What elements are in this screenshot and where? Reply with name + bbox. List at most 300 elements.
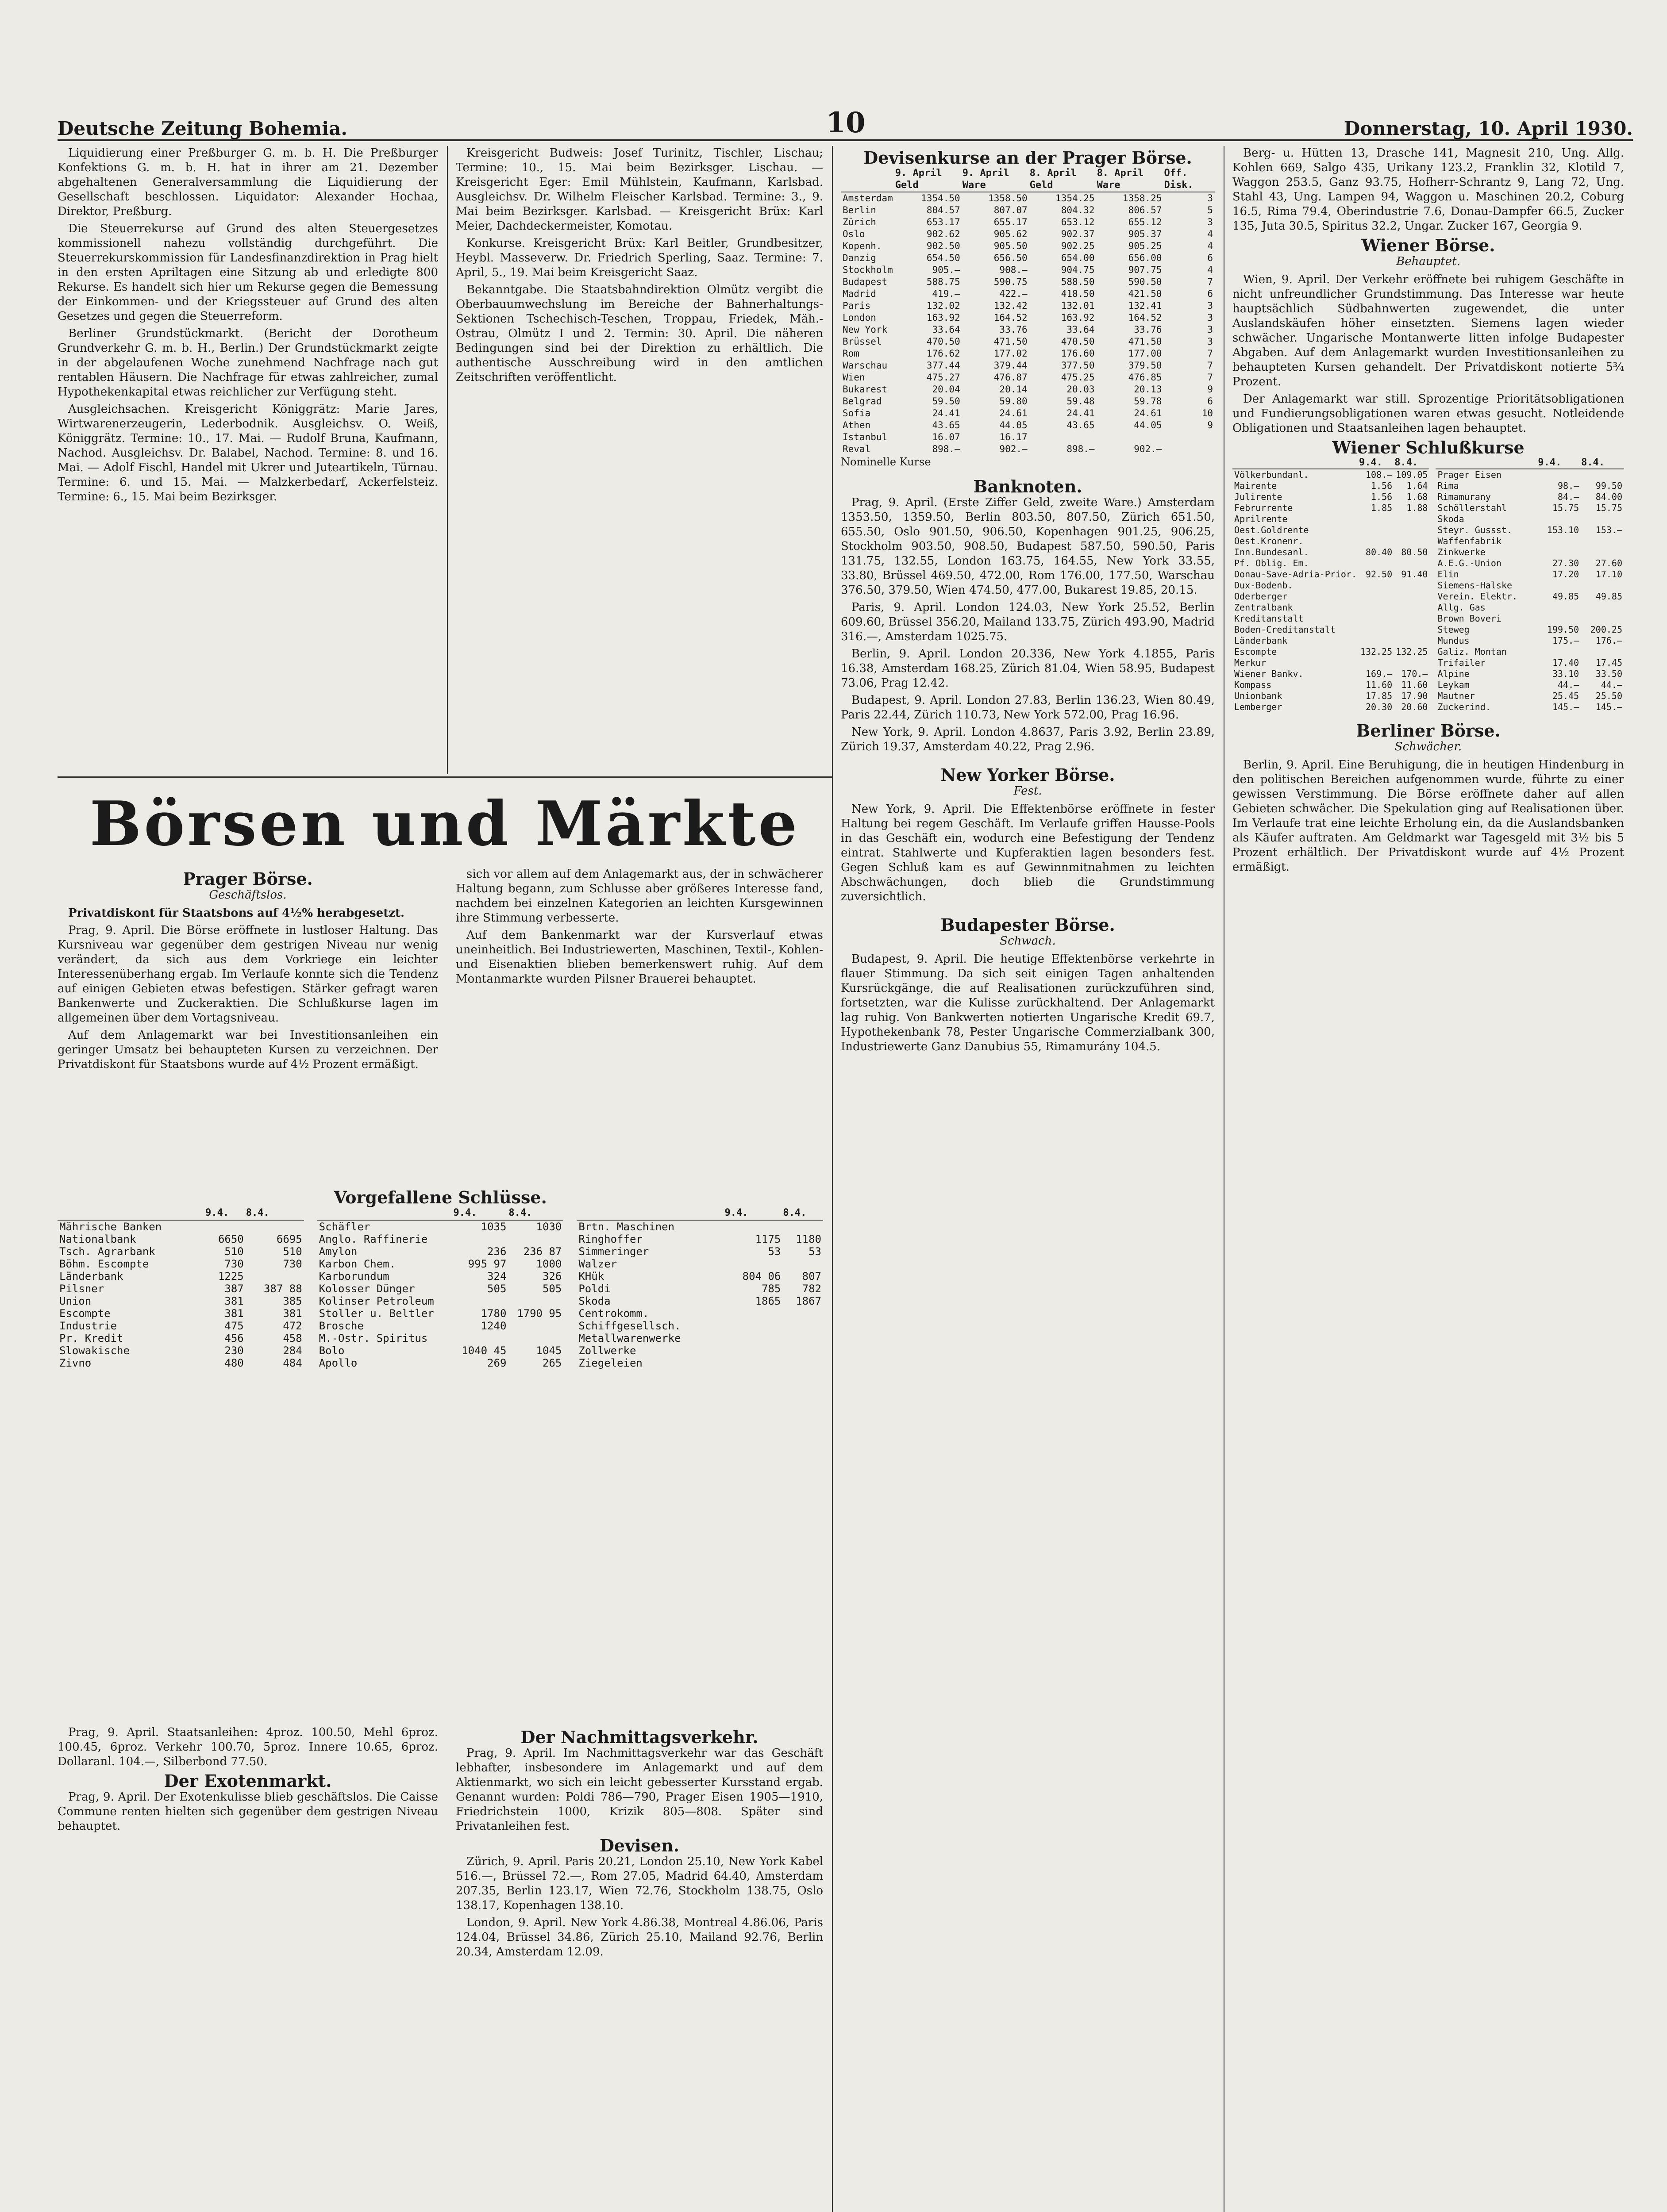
row-value: 421.50 xyxy=(1128,288,1162,299)
row-value: 505 xyxy=(542,1283,562,1295)
row-label: Pr. Kredit xyxy=(59,1332,123,1344)
row-value: 44.— xyxy=(1558,680,1579,690)
row-value xyxy=(1359,613,1394,624)
table-row xyxy=(577,1344,823,1357)
row-label: A.E.G.-Union xyxy=(1437,558,1501,568)
row-value: 905.37 xyxy=(1128,229,1162,239)
row-label: Oslo xyxy=(843,229,865,239)
table-row xyxy=(1436,624,1624,635)
row-value: 418.50 xyxy=(1061,288,1095,299)
exchange-rates-note: Nominelle Kurse xyxy=(841,456,931,468)
table-row xyxy=(1232,547,1429,558)
table-row xyxy=(577,1270,823,1283)
row-label: Donau-Save-Adria-Prior. xyxy=(1234,569,1357,580)
row-value xyxy=(1394,591,1429,602)
notice: Bekanntgabe. Die Staatsbahndirektion Olmütz vergibt die Oberbauumwechslung im Bereiche der Bahnerhaltungs-Sektionen Tschechisch-Teschen, Troppau, Friedek, Mäh.-Ostrau, Olmütz I und 2. Termin: 30. April. Die näheren Bedingungen sind bei der Direktion zu erhältlich. Die authentische Ausschreibung wird in den amtlichen Zeitschriften veröffentlicht. xyxy=(456,283,823,384)
prague-subtitle: Geschäftslos. xyxy=(209,888,287,902)
table-row xyxy=(1436,691,1624,702)
table-row xyxy=(1232,591,1429,602)
table-row xyxy=(1232,702,1429,713)
row-value xyxy=(508,1320,563,1332)
row-value: 84.— xyxy=(1558,492,1579,502)
table-row xyxy=(1232,635,1429,646)
section-title: Börsen und Märkte xyxy=(89,787,800,860)
row-value: 4 xyxy=(1207,241,1213,251)
row-value: 132.25 xyxy=(1360,646,1393,657)
row-label: Steweg xyxy=(1437,624,1470,635)
row-value: 1030 xyxy=(536,1221,562,1233)
table-row xyxy=(841,204,1215,216)
column-header xyxy=(58,1206,205,1220)
row-value: 132.02 xyxy=(926,300,960,311)
column-header: 8.4. xyxy=(246,1206,304,1220)
closing-prices-title: Vorgefallene Schlüsse. xyxy=(334,1187,547,1207)
row-value: 379.50 xyxy=(1128,360,1162,371)
table-row xyxy=(58,1270,304,1283)
column-header: 8. April Geld xyxy=(1029,167,1097,192)
row-value: 43.65 xyxy=(1066,420,1095,430)
exotic-title: Der Exotenmarkt. xyxy=(164,1771,332,1791)
row-value xyxy=(1581,646,1624,657)
row-value: 510 xyxy=(283,1245,302,1258)
row-label: Mautner xyxy=(1437,691,1475,701)
table-row xyxy=(1232,602,1429,613)
row-label: Rima xyxy=(1437,480,1459,491)
banknotes-text: Prag, 9. April. (Erste Ziffer Geld, zweite Ware.) Amsterdam 1353.50, 1359.50, Berlin 803.50, 807.50, Zürich 651.50, 655.50, Oslo 901.50, 906.50, Kopenhagen 901.25, 906.25, Stockholm 903.50, 908.50, Budapest 587.50, 590.50, Paris 131.75, 132.55, London 163.75, 164.55, New York 33.55, 33.80, Brüssel 469.50, 472.00, Rom 176.00, 177.50, Warschau 376.50, 379.50, Wien 474.50, 477.00, Bukarest 19.85, 20.15. xyxy=(841,496,1215,597)
column-header: 9.4. xyxy=(1359,457,1394,469)
row-label: Warschau xyxy=(843,360,888,371)
row-value: 905.— xyxy=(932,265,960,275)
row-label: Elin xyxy=(1437,569,1459,580)
row-value: 200.25 xyxy=(1590,624,1622,635)
row-label: Leykam xyxy=(1437,680,1470,690)
table-row xyxy=(1232,525,1429,536)
row-value xyxy=(1394,558,1429,569)
row-value: 9 xyxy=(1207,420,1213,430)
table-row xyxy=(577,1307,823,1320)
row-value: 80.40 xyxy=(1365,547,1393,557)
row-label: Zollwerke xyxy=(578,1344,636,1357)
row-label: Steyr. Gussst. xyxy=(1437,525,1513,535)
row-value: 3 xyxy=(1207,193,1213,204)
table-row xyxy=(1232,514,1429,525)
row-value: 177.02 xyxy=(993,348,1028,359)
row-value xyxy=(782,1220,823,1233)
table-row xyxy=(1436,635,1624,646)
row-value: 53 xyxy=(768,1245,781,1258)
column-header: 8.4. xyxy=(1581,457,1624,469)
table-row xyxy=(317,1332,564,1344)
column-header xyxy=(1436,457,1537,469)
row-value: 164.52 xyxy=(993,312,1028,323)
row-value: 109.05 xyxy=(1396,469,1428,480)
row-label: Zürich xyxy=(843,217,876,227)
row-value: 1354.25 xyxy=(1055,193,1095,204)
row-value: 284 xyxy=(283,1344,302,1357)
row-value: 176.— xyxy=(1595,635,1622,646)
table-header-row xyxy=(58,1206,304,1220)
row-label: New York xyxy=(843,324,888,335)
table-row xyxy=(1436,613,1624,624)
row-value: 20.14 xyxy=(999,384,1028,395)
row-value: 3 xyxy=(1207,336,1213,347)
row-value xyxy=(1537,602,1581,613)
table-header-row xyxy=(317,1206,564,1220)
table-row xyxy=(58,1307,304,1320)
row-value xyxy=(1359,580,1394,591)
row-value: 4 xyxy=(1207,229,1213,239)
notice: Liquidierung einer Preßburger G. m. b. H. Die Preßburger Konfektions G. m. b. H. hat in ihrer am 21. Dezember abgehaltenen Generalversammlung die Liquidierung der Gesellschaft beschlossen. Liquidator: Alexander Hochaa, Direktor, Preßburg. xyxy=(58,146,438,218)
row-value xyxy=(1581,580,1624,591)
row-value: 1.56 xyxy=(1371,492,1393,502)
row-value xyxy=(1359,525,1394,536)
bond-report: Prag, 9. April. Staatsanleihen: 4proz. 100.50, Mehl 6proz. 100.45, 6proz. Verkehr 100.70, 5proz. Innere 10.65, 6proz. Dollaranl. 104.—, Silberbond 77.50. xyxy=(58,1726,438,1768)
row-label: Sofia xyxy=(843,408,871,419)
row-value: 163.92 xyxy=(926,312,960,323)
row-value: 326 xyxy=(542,1270,562,1283)
table-row xyxy=(1232,536,1429,547)
row-value: 904.75 xyxy=(1061,265,1095,275)
row-value: 387 xyxy=(224,1283,244,1295)
row-value: 4 xyxy=(1207,265,1213,275)
closing-prices-table xyxy=(317,1206,564,1369)
row-label: Amylon xyxy=(319,1245,358,1258)
row-label: Brüssel xyxy=(843,336,882,347)
table-row xyxy=(1436,602,1624,613)
row-value: 33.50 xyxy=(1595,668,1622,679)
row-value: 456 xyxy=(224,1332,244,1344)
table-row xyxy=(841,240,1215,252)
row-value: 379.44 xyxy=(993,360,1028,371)
row-value xyxy=(1359,602,1394,613)
row-value: 458 xyxy=(283,1332,302,1344)
table-row xyxy=(317,1220,564,1233)
row-value xyxy=(1394,602,1429,613)
row-value: 656.00 xyxy=(1128,253,1162,263)
row-value: 1225 xyxy=(218,1270,244,1283)
row-value: 1035 xyxy=(481,1221,507,1233)
row-value: 11.60 xyxy=(1401,680,1428,690)
row-label: London xyxy=(843,312,876,323)
row-value: 27.60 xyxy=(1595,558,1622,568)
row-value xyxy=(724,1220,782,1233)
row-value xyxy=(1394,624,1429,635)
row-value: 49.85 xyxy=(1552,591,1579,602)
row-label: Trifailer xyxy=(1437,657,1486,668)
table-row xyxy=(58,1295,304,1307)
table-row xyxy=(1436,558,1624,569)
row-value: 905.25 xyxy=(1128,241,1162,251)
table-row xyxy=(58,1245,304,1258)
row-value xyxy=(724,1357,782,1369)
row-value: 1.56 xyxy=(1371,480,1393,491)
row-value: 471.50 xyxy=(993,336,1028,347)
closing-prices-tables xyxy=(58,1206,823,1369)
table-row xyxy=(841,276,1215,288)
row-value xyxy=(1537,547,1581,558)
row-label: Kolinser Petroleum xyxy=(319,1295,434,1307)
row-value xyxy=(1581,536,1624,547)
vienna-title: Wiener Börse. xyxy=(1361,235,1495,255)
exchange-rates-title: Devisenkurse an der Prager Börse. xyxy=(863,148,1192,168)
row-value xyxy=(1359,514,1394,525)
row-value: 480 xyxy=(224,1357,244,1369)
row-value: 804.32 xyxy=(1061,205,1095,215)
row-value: 475 xyxy=(224,1320,244,1332)
row-value: 381 xyxy=(283,1307,302,1320)
row-value: 898.— xyxy=(932,444,960,454)
table-row xyxy=(841,252,1215,264)
table-row xyxy=(1232,668,1429,680)
table-row xyxy=(1436,668,1624,680)
row-value xyxy=(1394,536,1429,547)
row-value: 475.27 xyxy=(926,372,960,383)
row-label: Rom xyxy=(843,348,859,359)
table-row xyxy=(1436,547,1624,558)
row-value xyxy=(508,1233,563,1245)
row-value: 730 xyxy=(224,1258,244,1270)
column-rule xyxy=(832,146,833,2212)
table-row xyxy=(841,443,1215,455)
row-value: 153.— xyxy=(1595,525,1622,535)
row-value: 476.87 xyxy=(993,372,1028,383)
row-value: 6 xyxy=(1207,288,1213,299)
row-value xyxy=(453,1295,508,1307)
table-row xyxy=(841,360,1215,372)
row-value: 7 xyxy=(1207,276,1213,287)
row-label: Skoda xyxy=(1437,514,1464,524)
table-row xyxy=(1436,480,1624,492)
budapest-continued: Berg- u. Hütten 13, Drasche 141, Magnesit 210, Ung. Allg. Kohlen 669, Salgo 435, Urikany 123.2, Franklin 32, Klotild 7, Waggon 253.5, Ganz 93.75, Hofherr-Schrantz 9, Lang 72, Ung. Stahl 43, Ung. Lampen 94, Waggon u. Maschinen 20.2, Coburg 16.5, Rima 79.4, Oberindustrie 7.6, Donau-Dampfer 66.5, Zucker 135, Juta 30.5, Spiritus 32.2, Ungar. Zucker 167, Georgia 9. xyxy=(1232,146,1624,233)
currency-report: Berlin, 9. April. London 20.336, New York 4.1855, Paris 16.38, Amsterdam 168.25, Zürich 81.04, Wien 58.95, Budapest 73.06, Prag 12.42. xyxy=(841,647,1215,690)
row-value: 1.85 xyxy=(1371,503,1393,513)
row-value: 20.03 xyxy=(1066,384,1095,395)
row-value xyxy=(782,1332,823,1344)
table-row xyxy=(841,431,1215,443)
row-value: 782 xyxy=(802,1283,822,1295)
row-label: Amsterdam xyxy=(843,193,893,204)
row-label: Oderberger xyxy=(1234,591,1288,602)
prague-lead: Privatdiskont für Staatsbons auf 4½% herabgesetzt. xyxy=(68,906,405,920)
row-value xyxy=(508,1332,563,1344)
row-value: 3 xyxy=(1207,312,1213,323)
row-value xyxy=(1581,547,1624,558)
row-value: 236 xyxy=(487,1245,507,1258)
table-row xyxy=(58,1258,304,1270)
row-label: Siemens-Halske xyxy=(1437,580,1513,591)
column-header: 8.4. xyxy=(1394,457,1429,469)
row-label: Bukarest xyxy=(843,384,888,395)
row-value: 1.88 xyxy=(1406,503,1428,513)
row-value xyxy=(1359,624,1394,635)
row-value: 804.57 xyxy=(926,205,960,215)
vienna-text: Wien, 9. April. Der Verkehr eröffnete bei ruhigem Geschäfte in nicht unfreundlicher Grundstimmung. Das Interesse war heute hauptsächlich Südbahnwerten zugewendet, die unter Auslandskäufen höher einsetzten. Siemens lagen wieder schwächer. Ungarische Montanwerte litten infolge Budapester Abgaben. Auf dem Anlagemarkt wurden Investitionsanleihen zu behaupteten Kursen gehandelt. Der Privatdiskont notierte 5¾ Prozent. xyxy=(1232,273,1624,388)
table-row xyxy=(1436,514,1624,525)
row-label: KHük xyxy=(578,1270,604,1283)
row-value: 24.41 xyxy=(932,408,960,419)
row-value: 132.41 xyxy=(1128,300,1162,311)
table-row xyxy=(1436,680,1624,691)
row-value xyxy=(1537,613,1581,624)
row-label: Belgrad xyxy=(843,396,882,407)
column-header: 8.4. xyxy=(508,1206,563,1220)
row-label: Oest.Kronenr. xyxy=(1234,536,1304,546)
row-value: 1865 xyxy=(755,1295,781,1307)
row-value: 1240 xyxy=(481,1320,507,1332)
row-value: 785 xyxy=(762,1283,781,1295)
row-value: 510 xyxy=(224,1245,244,1258)
table-row xyxy=(317,1233,564,1245)
table-row xyxy=(317,1344,564,1357)
row-value xyxy=(453,1332,508,1344)
row-value: 230 xyxy=(224,1344,244,1357)
row-value: 656.50 xyxy=(993,253,1028,263)
table-row xyxy=(841,372,1215,384)
row-value: 907.75 xyxy=(1128,265,1162,275)
column-header xyxy=(317,1206,453,1220)
row-value: 6695 xyxy=(276,1233,302,1245)
row-value: 53 xyxy=(808,1245,822,1258)
row-value: 588.50 xyxy=(1061,276,1095,287)
table-row xyxy=(1232,624,1429,635)
row-value: 730 xyxy=(283,1258,302,1270)
row-value: 807 xyxy=(802,1270,822,1283)
row-value: 422.— xyxy=(999,288,1028,299)
column-rule xyxy=(447,146,448,774)
row-value: 1358.50 xyxy=(988,193,1028,204)
table-row xyxy=(1436,580,1624,591)
row-label: Bolo xyxy=(319,1344,345,1357)
row-label: Centrokomm. xyxy=(578,1307,649,1320)
row-label: Karbon Chem. xyxy=(319,1258,396,1270)
row-value: 25.50 xyxy=(1595,691,1622,701)
table-row xyxy=(841,324,1215,336)
table-row xyxy=(1232,503,1429,514)
table-row xyxy=(1232,680,1429,691)
row-value: 470.50 xyxy=(926,336,960,347)
row-value xyxy=(724,1258,782,1270)
row-value xyxy=(1394,514,1429,525)
table-row xyxy=(58,1332,304,1344)
row-value: 377.44 xyxy=(926,360,960,371)
row-value: 17.10 xyxy=(1595,569,1622,580)
row-label: Alpine xyxy=(1437,668,1470,679)
row-label: Mairente xyxy=(1234,480,1277,491)
closing-prices-table xyxy=(58,1206,304,1369)
row-value: 590.50 xyxy=(1128,276,1162,287)
table-row xyxy=(577,1220,823,1233)
row-value: 49.85 xyxy=(1595,591,1622,602)
row-label: Reval xyxy=(843,444,871,454)
row-value: 1045 xyxy=(536,1344,562,1357)
exotic-report: Prag, 9. April. Der Exotenkulisse blieb geschäftslos. Die Caisse Commune renten hielten sich gegenüber dem gestrigen Niveau behauptet. xyxy=(58,1790,438,1833)
row-value: 84.00 xyxy=(1595,492,1622,502)
row-label: Galiz. Montan xyxy=(1437,646,1507,657)
row-value: 17.20 xyxy=(1552,569,1579,580)
budapest-text: Budapest, 9. April. Die heutige Effektenbörse verkehrte in flauer Stimmung. Da sich seit einigen Tagen anhaltenden Kursrückgänge, die auf Realisationen zurückzuführen sind, fortsetzten, war die Kulisse zurückhaltend. Der Anlagemarkt lag ruhig. Von Bankwerten notierten Ungarische Kredit 69.7, Hypothekenbank 78, Pester Ungarische Commerzialbank 300, Industriewerte Ganz Danubius 55, Rimamurány 104.5. xyxy=(841,952,1215,1053)
row-label: Brtn. Maschinen xyxy=(578,1221,675,1233)
row-value: 176.60 xyxy=(1061,348,1095,359)
afternoon-title: Der Nachmittagsverkehr. xyxy=(520,1727,758,1747)
row-value: 653.17 xyxy=(926,217,960,227)
row-value xyxy=(1537,580,1581,591)
row-value: 908.— xyxy=(999,265,1028,275)
table-row xyxy=(1232,657,1429,668)
row-value xyxy=(1359,558,1394,569)
row-value: 44.05 xyxy=(1134,420,1162,430)
table-row xyxy=(577,1233,823,1245)
row-value: 472 xyxy=(283,1320,302,1332)
row-value xyxy=(1359,536,1394,547)
exchange-rates-column xyxy=(841,146,1215,1057)
notice: Die Steuerrekurse auf Grund des alten Steuergesetzes kommissionell nahezu vollständig durchgeführt. Die Steuerrekurskommission für Landesfinanzdirektion in Prag hielt in den ersten Apriltagen eine Sitzung ab und erledigte 800 Rekurse. Es handelt sich hier um Rekurse gegen die Bemessung der Einkommen- und der Kriegssteuer auf Grund des alten Gesetzes und gegen die Steuerreform. xyxy=(58,222,438,323)
row-value: 33.76 xyxy=(999,324,1028,335)
row-value: 7 xyxy=(1207,372,1213,383)
table-row xyxy=(58,1220,304,1233)
row-value: 377.50 xyxy=(1061,360,1095,371)
row-value: 1040 45 xyxy=(462,1344,507,1357)
row-value xyxy=(246,1220,304,1233)
row-value: 17.90 xyxy=(1401,691,1428,701)
row-label: Skoda xyxy=(578,1295,611,1307)
vienna-closing-table xyxy=(1232,457,1429,713)
column-header xyxy=(1232,457,1359,469)
table-header-row xyxy=(1436,457,1624,469)
row-label: Ziegeleien xyxy=(578,1357,643,1369)
row-value: 387 88 xyxy=(263,1283,302,1295)
table-row xyxy=(1232,691,1429,702)
row-value: 33.10 xyxy=(1552,668,1579,679)
row-label: Budapest xyxy=(843,276,888,287)
row-label: Boden-Creditanstalt xyxy=(1234,624,1336,635)
table-row xyxy=(1436,536,1624,547)
newyork-text: New York, 9. April. Die Effektenbörse eröffnete in fester Haltung bei regem Geschäft. Im Verlaufe griffen Hausse-Pools in das Geschäft ein, wodurch eine Befestigung der Tendenz eintrat. Stahlwerte und Kupferaktien lagen besonders fest. Gegen Schluß kam es auf Gewinnmitnahmen zu leichten Abschwächungen, doch blieb die Grundstimmung zuversichtlich. xyxy=(841,803,1215,903)
row-value: 132.25 xyxy=(1396,646,1428,657)
column-header: 8.4. xyxy=(782,1206,823,1220)
table-row xyxy=(58,1344,304,1357)
row-value: 902.— xyxy=(1134,444,1162,454)
column-header: 9.4. xyxy=(724,1206,782,1220)
row-value: 902.37 xyxy=(1061,229,1095,239)
row-value: 654.50 xyxy=(926,253,960,263)
table-row xyxy=(58,1233,304,1245)
table-row xyxy=(1232,646,1429,657)
row-label: Poldi xyxy=(578,1283,611,1295)
row-label: Istanbul xyxy=(843,432,888,442)
row-value xyxy=(724,1344,782,1357)
row-value: 17.40 xyxy=(1552,657,1579,668)
row-value: 905.50 xyxy=(993,241,1028,251)
row-label: Julirente xyxy=(1234,492,1282,502)
closing-prices xyxy=(58,1186,823,1369)
row-value: 108.— xyxy=(1365,469,1393,480)
row-value: 169.— xyxy=(1365,668,1393,679)
row-label: Allg. Gas xyxy=(1437,602,1486,613)
row-value: 24.61 xyxy=(999,408,1028,419)
row-label: Kolosser Dünger xyxy=(319,1283,415,1295)
prague-paragraph: Auf dem Bankenmarkt war der Kursverlauf etwas uneinheitlich. Bei Industriewerten, Maschinen, Textil-, Kohlen- und Eisenaktien blieben bemerkenswert ruhig. Auf dem Montanmarkte wurden Pilsner Brauerei behauptet. xyxy=(456,929,823,986)
table-row xyxy=(317,1357,564,1369)
row-value: 16.07 xyxy=(932,432,960,442)
table-row xyxy=(577,1245,823,1258)
row-label: Völkerbundanl. xyxy=(1234,469,1309,480)
table-row xyxy=(1436,492,1624,503)
currencies-title: Devisen. xyxy=(599,1836,680,1855)
row-value: 902.50 xyxy=(926,241,960,251)
row-label: Brown Boveri xyxy=(1437,613,1501,624)
row-label: Kreditanstalt xyxy=(1234,613,1304,624)
row-value: 59.80 xyxy=(999,396,1028,407)
